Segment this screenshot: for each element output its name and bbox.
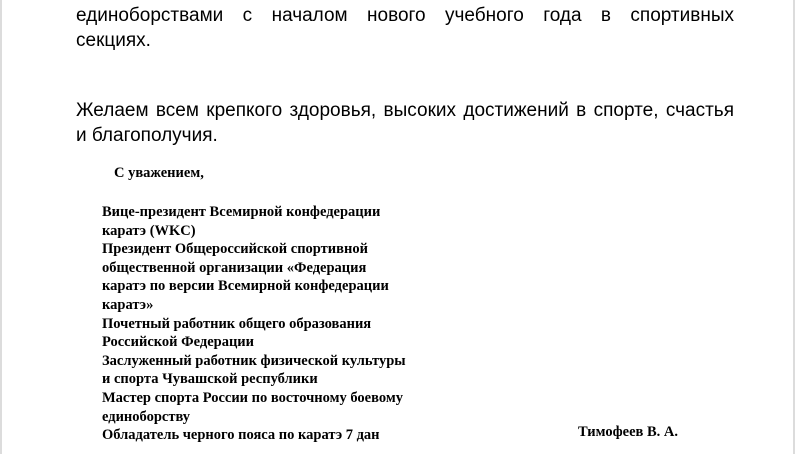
title-line: общественной организации «Федерация [102,259,367,276]
title-line: Мастер спорта России по восточному боевому [102,389,403,406]
title-line: каратэ» [102,296,154,313]
title-line: Вице-президент Всемирной конфедерации [102,204,381,220]
title-line: Почетный работник общего образования [102,315,372,332]
title-line: Заслуженный работник физической культуры [102,352,406,369]
closing-greeting: С уважением, [114,165,204,181]
title-line: Президент Общероссийской спортивной [102,241,368,258]
paragraph-wishes-line-1: Желаем всем крепкого здоровья, высоких достижений в спорте, счастья [76,100,734,121]
title-line: Обладатель черного пояса по каратэ 7 дан [102,427,380,444]
page-left-border [0,0,2,454]
paragraph-sections-line-2: секциях. [76,30,151,51]
paragraph-sections [76,3,734,53]
title-line: каратэ по версии Всемирной конфедерации [102,278,389,295]
paragraph-wishes-line-2: и благополучия. [76,125,218,146]
title-line: каратэ (WKC) [102,222,196,239]
signer-name: Тимофеев В. А. [578,424,678,440]
title-line: единоборству [102,408,191,425]
signature-titles [102,203,406,445]
title-line: Российской Федерации [102,334,255,351]
paragraph-sections-line-1: единоборствами с началом нового учебного года в спортивных [76,5,734,26]
title-line: и спорта Чувашской республики [102,371,318,388]
paragraph-wishes [76,98,734,148]
